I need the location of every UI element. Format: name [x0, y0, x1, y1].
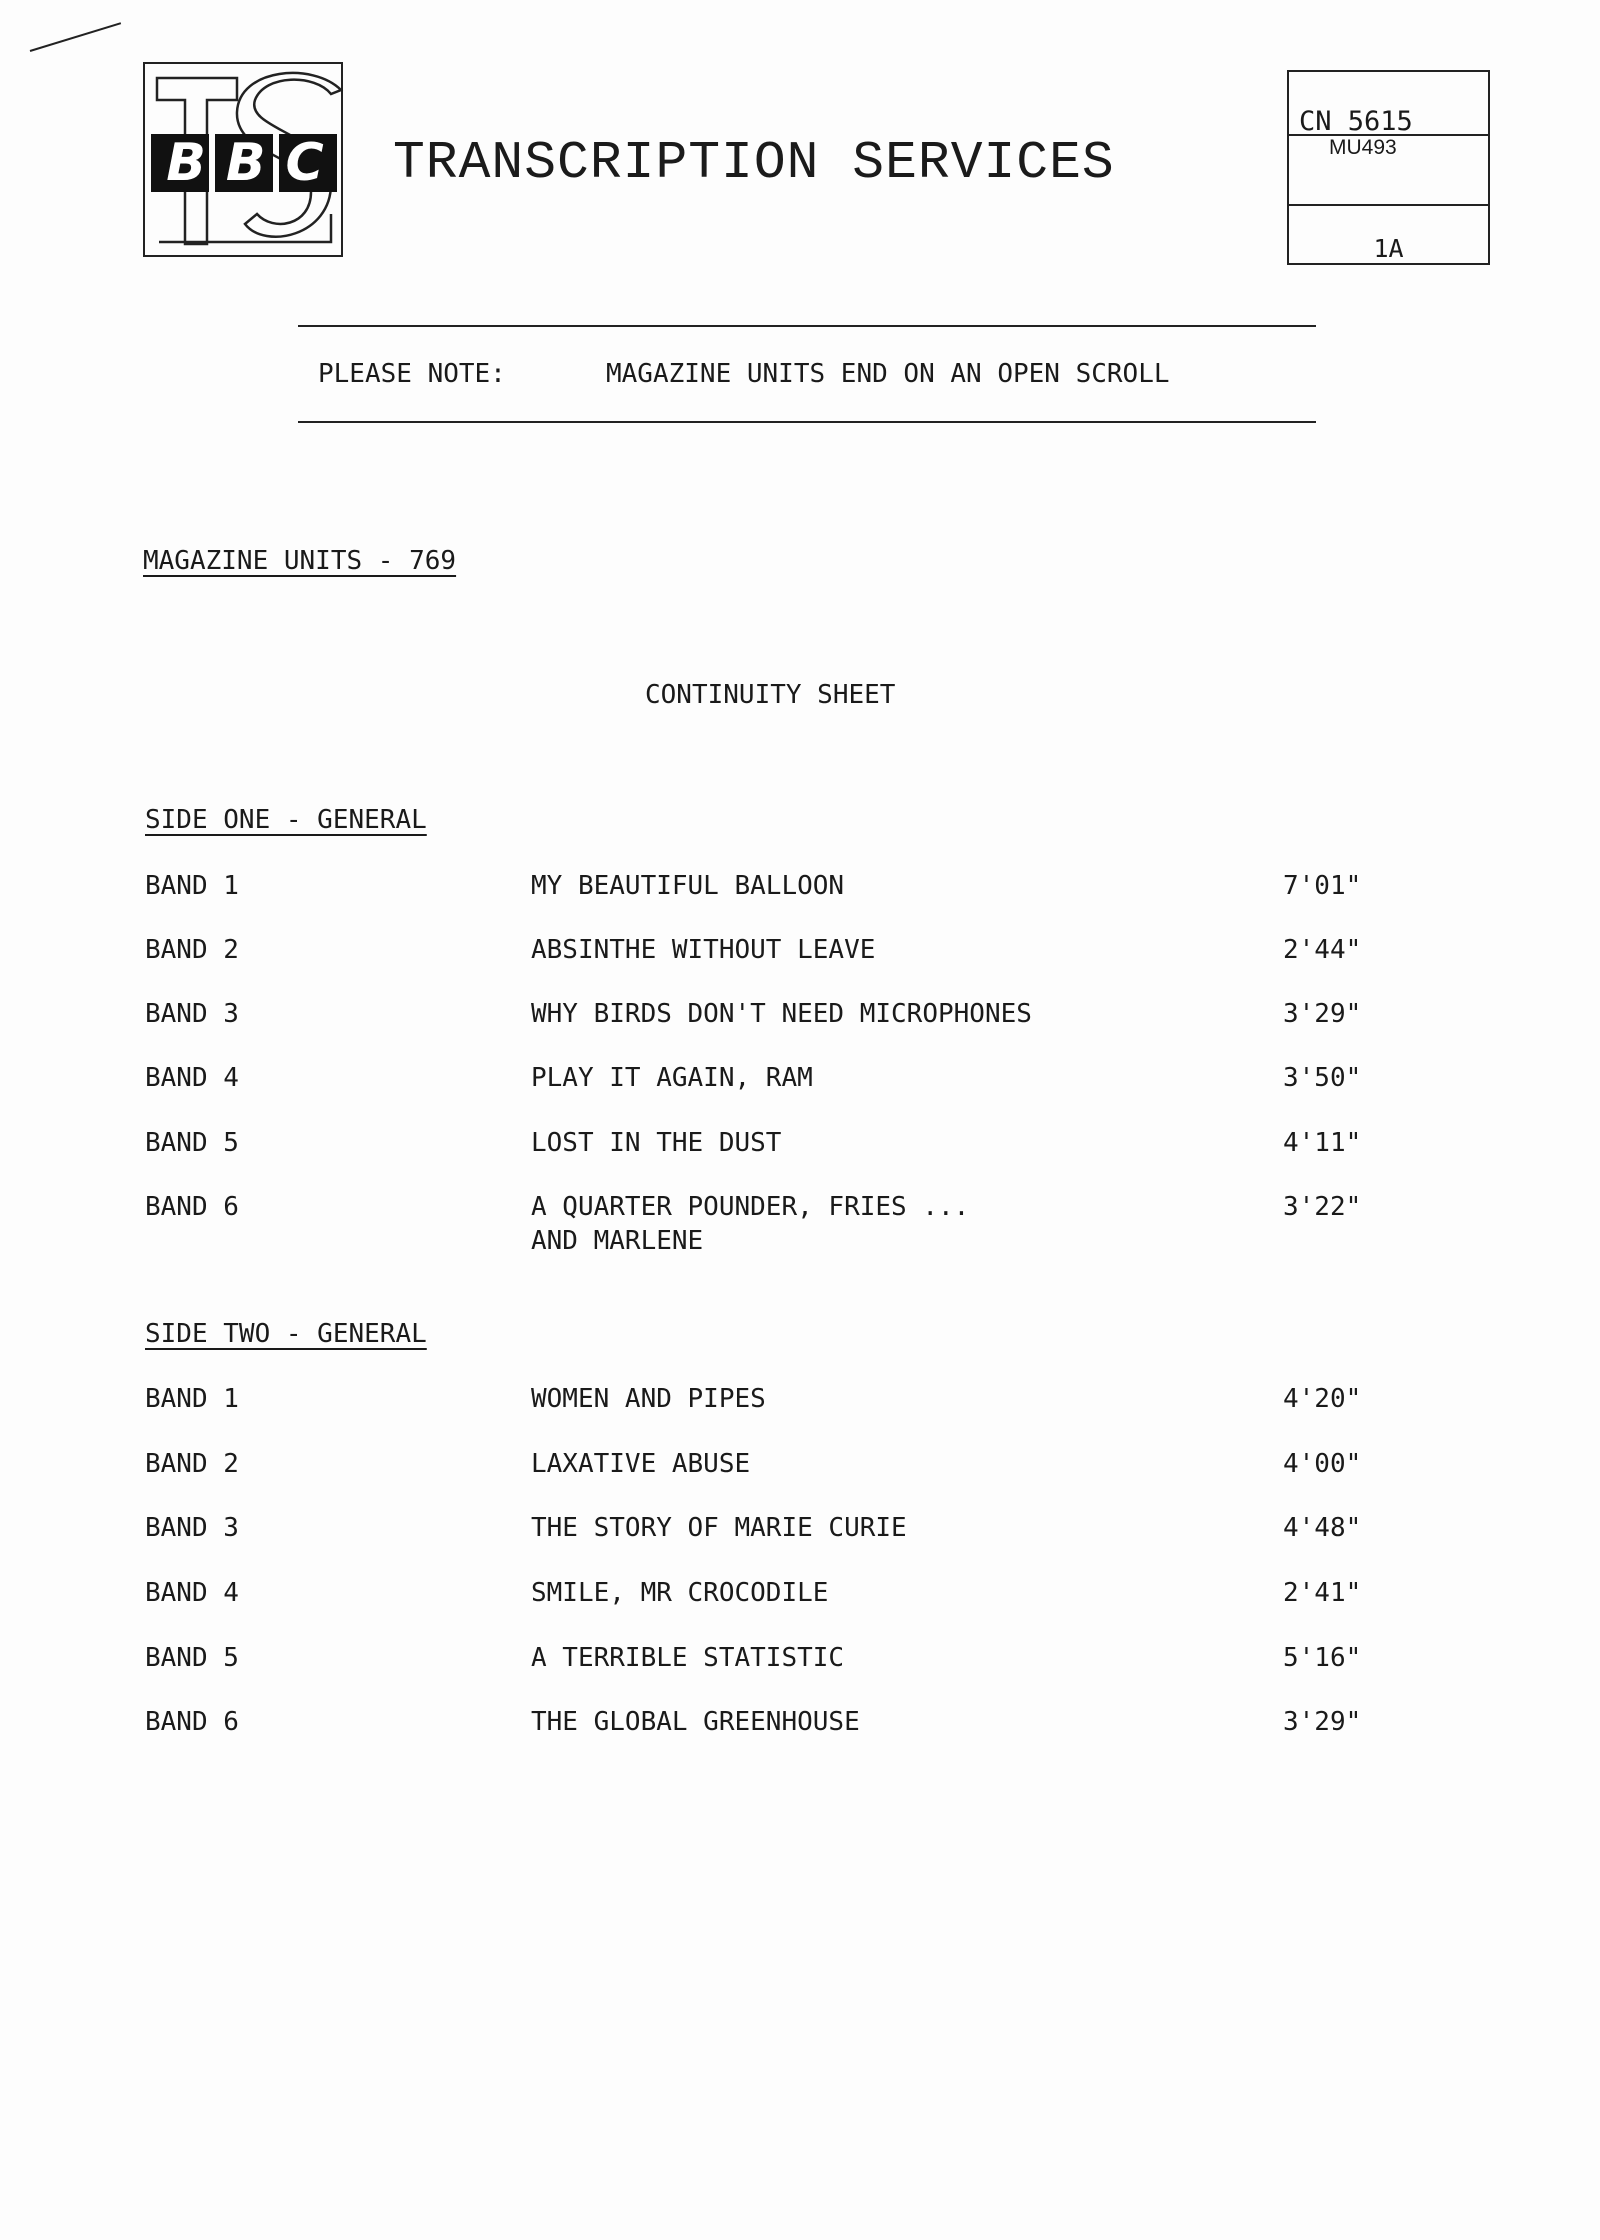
- note-label: PLEASE NOTE:: [318, 359, 506, 389]
- bbc-logo-text: BBC: [166, 133, 344, 193]
- side-two-heading: SIDE TWO - GENERAL: [145, 1319, 427, 1349]
- table-row: [0, 1192, 1600, 1264]
- band-number: BAND 6: [145, 1707, 239, 1737]
- table-row: [0, 935, 1600, 975]
- band-duration: 4'20": [1283, 1384, 1362, 1414]
- band-duration: 4'48": [1283, 1513, 1362, 1543]
- band-number: BAND 2: [145, 935, 239, 965]
- band-title: SMILE, MR CROCODILE: [531, 1578, 829, 1608]
- band-number: BAND 5: [145, 1128, 239, 1158]
- table-row: [0, 1513, 1600, 1553]
- table-row: [0, 1063, 1600, 1103]
- band-title: ABSINTHE WITHOUT LEAVE: [531, 935, 876, 965]
- refbox-divider: [1289, 204, 1488, 206]
- band-number: BAND 3: [145, 999, 239, 1029]
- band-duration: 2'41": [1283, 1578, 1362, 1608]
- band-duration: 3'29": [1283, 999, 1362, 1029]
- band-title: PLAY IT AGAIN, RAM: [531, 1063, 813, 1093]
- bbc-ts-logo: [143, 62, 343, 257]
- band-number: BAND 4: [145, 1578, 239, 1608]
- band-number: BAND 5: [145, 1643, 239, 1673]
- band-duration: 2'44": [1283, 935, 1362, 965]
- table-row: [0, 1384, 1600, 1424]
- reference-box: [1287, 70, 1490, 265]
- divider-top: [298, 325, 1316, 327]
- band-number: BAND 6: [145, 1192, 239, 1222]
- band-title-block: [531, 1192, 969, 1256]
- table-row: [0, 871, 1600, 911]
- divider-bottom: [298, 421, 1316, 423]
- pen-mark: [30, 22, 121, 52]
- table-row: [0, 1578, 1600, 1618]
- band-duration: 4'11": [1283, 1128, 1362, 1158]
- band-duration: 7'01": [1283, 871, 1362, 901]
- table-row: [0, 1449, 1600, 1489]
- series-heading: MAGAZINE UNITS - 769: [143, 546, 457, 576]
- band-duration: 4'00": [1283, 1449, 1362, 1479]
- note-text: MAGAZINE UNITS END ON AN OPEN SCROLL: [606, 359, 1170, 389]
- table-row: [0, 999, 1600, 1039]
- table-row: [0, 1643, 1600, 1683]
- band-title: WHY BIRDS DON'T NEED MICROPHONES: [531, 999, 1032, 1029]
- side-one-heading: SIDE ONE - GENERAL: [145, 805, 427, 835]
- band-title: A TERRIBLE STATISTIC: [531, 1643, 845, 1673]
- band-number: BAND 1: [145, 871, 239, 901]
- table-row: [0, 1707, 1600, 1747]
- catalogue-number: CN 5615: [1299, 106, 1413, 137]
- sheet-title: CONTINUITY SHEET: [645, 680, 896, 710]
- band-title: LAXATIVE ABUSE: [531, 1449, 751, 1479]
- table-row: [0, 1128, 1600, 1168]
- band-title-continuation: AND MARLENE: [531, 1226, 704, 1256]
- band-duration: 3'50": [1283, 1063, 1362, 1093]
- band-title: WOMEN AND PIPES: [531, 1384, 766, 1414]
- side-number: 1A: [1373, 234, 1404, 263]
- band-title: THE STORY OF MARIE CURIE: [531, 1513, 907, 1543]
- bleed-through-texture: [240, 290, 1480, 1790]
- handwritten-reference: MU493: [1329, 136, 1397, 159]
- band-title: LOST IN THE DUST: [531, 1128, 782, 1158]
- band-number: BAND 3: [145, 1513, 239, 1543]
- band-duration: 3'29": [1283, 1707, 1362, 1737]
- band-title: MY BEAUTIFUL BALLOON: [531, 871, 845, 901]
- page-title: TRANSCRIPTION SERVICES: [393, 133, 1115, 193]
- band-title: THE GLOBAL GREENHOUSE: [531, 1707, 860, 1737]
- band-number: BAND 1: [145, 1384, 239, 1414]
- band-number: BAND 4: [145, 1063, 239, 1093]
- band-title: A QUARTER POUNDER, FRIES ...: [531, 1192, 970, 1222]
- band-duration: 5'16": [1283, 1643, 1362, 1673]
- band-number: BAND 2: [145, 1449, 239, 1479]
- bbc-letters: [145, 134, 345, 192]
- band-duration: 3'22": [1283, 1192, 1362, 1222]
